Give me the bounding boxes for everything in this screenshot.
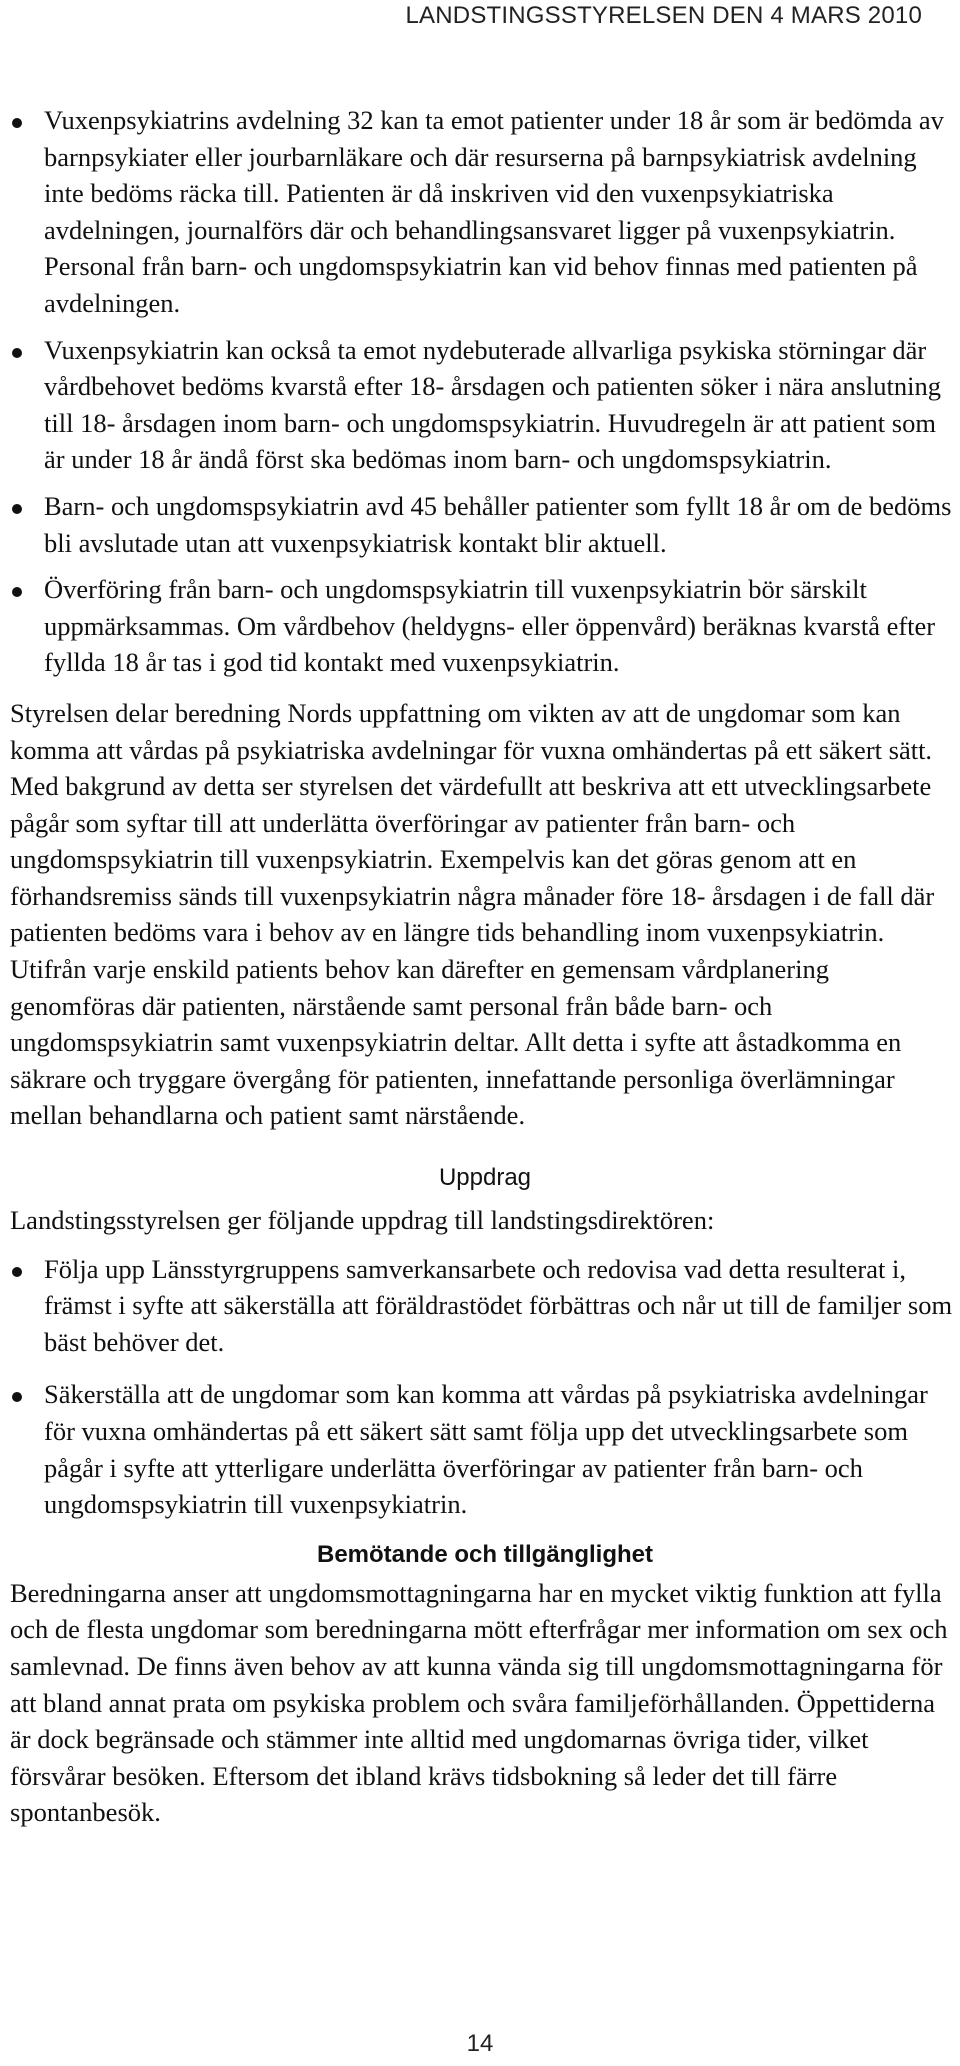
page-number: 14 (466, 2030, 494, 2057)
list-item-text: Följa upp Länsstyrgruppens samverkansarbete och redovisa vad detta resulterat i, främst i syfte att säkerställa att föräldrastödet förbättras och når ut till de familjer som bäst behöver det. (44, 1253, 953, 1357)
list-item (10, 1251, 960, 1361)
list-item-text: Barn- och ungdomspsykiatrin avd 45 behåller patienter som fyllt 18 år om de bedöms bli avslutade utan att vuxenpsykiatrisk kontakt blir aktuell. (44, 490, 952, 558)
list-item (10, 488, 960, 561)
paragraph-bemotande: Beredningarna anser att ungdomsmottagningarna har en mycket viktig funktion att fylla och de flesta ungdomar som beredningarna mött efterfrågar mer information om sex och samlevnad. De finns även behov av att kunna vända sig till ungdomsmottagningarna för att bland annat prata om psykiska problem och svåra familjeförhållanden. Öppettiderna är dock begränsade och stämmer inte alltid med ungdomarnas övriga tider, vilket försvårar besöken. Eftersom det ibland krävs tidsbokning så leder det till färre spontanbesök. (10, 1577, 948, 1828)
bullet-list-uppdrag (10, 1251, 960, 1523)
bullet-list-rules (10, 102, 960, 681)
list-item-text: Säkerställa att de ungdomar som kan komma att vårdas på psykiatriska avdelningar för vuxna omhändertas på ett säkert sätt samt följa upp det utvecklingsarbete som pågår i syfte att ytterligare underlätta överföringar av patienter från barn- och ungdomspsykiatrin till vuxenpsykiatrin. (44, 1379, 928, 1520)
document-body (10, 102, 960, 1831)
section-heading-uppdrag: Uppdrag (438, 1164, 532, 1192)
bullet-icon (12, 504, 22, 514)
list-item (10, 102, 960, 322)
bullet-icon (12, 587, 22, 597)
list-item (10, 332, 960, 478)
bullet-icon (12, 118, 22, 128)
paragraph-styrelsen: Styrelsen delar beredning Nords uppfattning om vikten av att de ungdomar som kan komma att vårdas på psykiatriska avdelningar för vuxna omhändertas på ett säkert sätt. Med bakgrund av detta ser styrelsen det värdefullt att beskriva att ett utvecklingsarbete pågår som syftar till att underlätta överföringar av patienter från barn- och ungdomspsykiatrin till vuxenpsykiatrin. Exempelvis kan det göras genom att en förhandsremiss sänds till vuxenpsykiatrin några månader före 18- årsdagen i de fall där patienten bedöms vara i behov av en längre tids behandling inom vuxenpsykiatrin. Utifrån varje enskild patients behov kan därefter en gemensam vårdplanering genomföras där patienten, närstående samt personal från både barn- och ungdomspsykiatrin samt vuxenpsykiatrin deltar. Allt detta i syfte att åstadkomma en säkrare och tryggare övergång för patienten, innefattande personliga överlämningar mellan behandlarna och patient samt närstående. (10, 697, 935, 1131)
list-item-text: Överföring från barn- och ungdomspsykiatrin till vuxenpsykiatrin bör särskilt uppmärksammas. Om vårdbehov (heldygns- eller öppenvård) beräknas kvarstå efter fyllda 18 år tas i god tid kontakt med vuxenpsykiatrin. (44, 574, 936, 678)
list-item (10, 571, 960, 681)
list-item (10, 1376, 960, 1522)
bullet-icon (12, 1267, 22, 1277)
list-item-text: Vuxenpsykiatrin kan också ta emot nydebuterade allvarliga psykiska störningar där vårdbehovet bedöms kvarstå efter 18- årsdagen och patienten söker i nära anslutning till 18- årsdagen inom barn- och ungdomspsykiatrin. Huvudregeln är att patient som är under 18 år ändå först ska bedömas inom barn- och ungdomspsykiatrin. (44, 334, 942, 475)
list-item-text: Vuxenpsykiatrins avdelning 32 kan ta emot patienter under 18 år som är bedömda av barnpsykiater eller jourbarnläkare och där resurserna på barnpsykiatrisk avdelning inte bedöms räcka till. Patienten är då inskriven vid den vuxenpsykiatriska avdelningen, journalförs där och behandlingsansvaret ligger på vuxenpsykiatrin. Personal från barn- och ungdomspsykiatrin kan vid behov finnas med patienten på avdelningen. (44, 105, 944, 318)
bullet-icon (12, 1392, 22, 1402)
bullet-icon (12, 348, 22, 358)
section-heading-bemotande: Bemötande och tillgänglighet (316, 1540, 653, 1568)
page-header: LANDSTINGSSTYRELSEN DEN 4 MARS 2010 (405, 2, 922, 29)
uppdrag-intro: Landstingsstyrelsen ger följande uppdrag till landstingsdirektören: (10, 1205, 715, 1236)
